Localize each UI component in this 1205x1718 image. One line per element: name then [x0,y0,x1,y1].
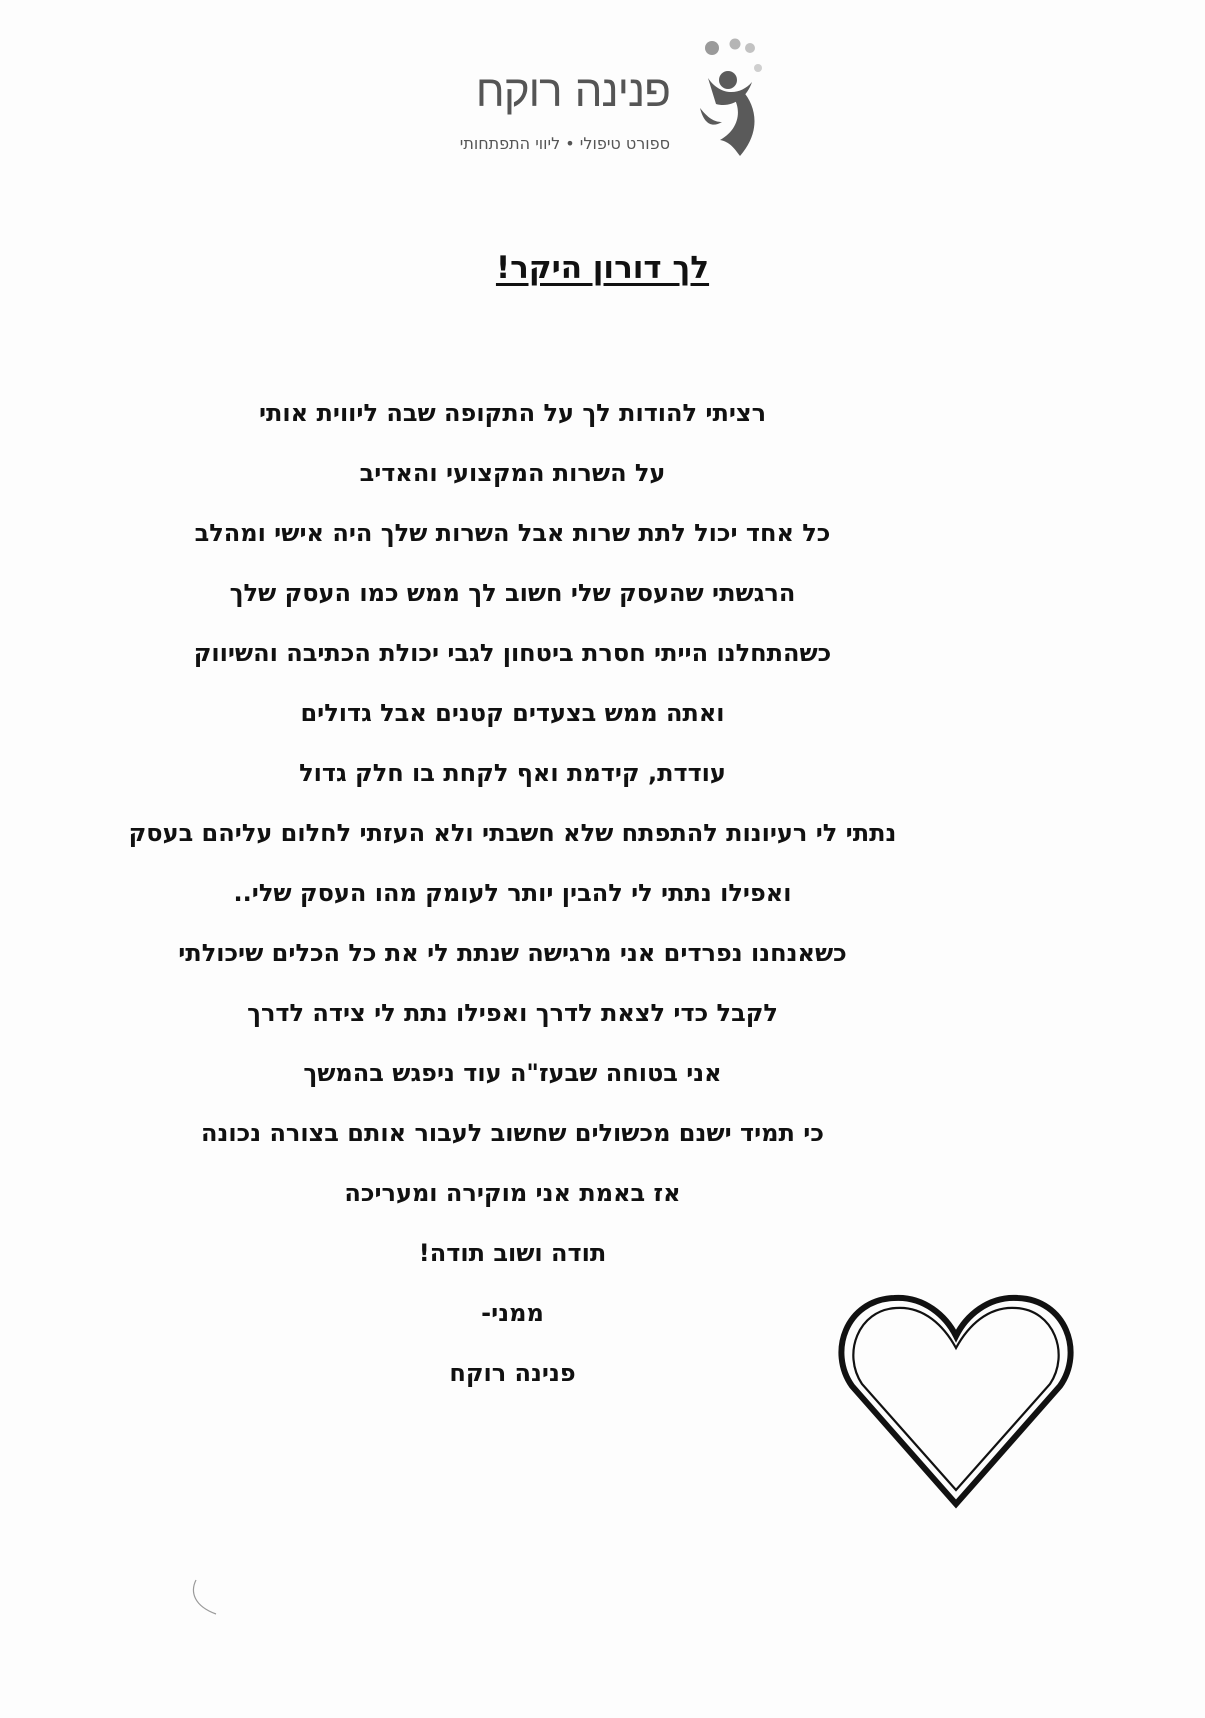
letter-line: עודדת, קידמת ואף לקחת בו חלק גדול [299,759,726,787]
letter-line: אני בטוחה שבעז"ה עוד ניפגש בהמשך [303,1059,722,1087]
letterhead-name: פנינה רוקח [475,66,670,117]
letter-line: כל אחד יכול לתת שרות אבל השרות שלך היה אישי ומהלב [194,519,831,547]
heart-icon [836,1290,1076,1510]
scan-artifact-mark [190,1578,220,1618]
letter-line: ממני- [481,1299,544,1327]
letter-line: כשהתחלנו הייתי חסרת ביטחון לגבי יכולת הכתיבה והשיווק [193,639,832,667]
letter-line: נתתי לי רעיונות להתפתח שלא חשבתי ולא העזתי לחלום עליהם בעסק [128,819,897,847]
letter-line: הרגשתי שהעסק שלי חשוב לך ממש כמו העסק שלך [229,579,796,607]
letter-line: לקבל כדי לצאת לדרך ואפילו נתת לי צידה לדרך [247,999,778,1027]
letter-title: לך דורון היקר! [495,250,710,286]
letterhead-tagline: ספורט טיפולי • ליווי התפתחותי [459,134,670,153]
letter-line: תודה ושוב תודה! [418,1239,607,1267]
letter-line: פנינה רוקח [449,1359,576,1387]
letter-line: רציתי להודות לך על התקופה שבה ליווית אותי [258,399,767,427]
letter-body [0,393,1205,1413]
letter-line: ואפילו נתתי לי להבין יותר לעומק מהו העסק שלי.. [233,879,792,907]
letter-line: ואתה ממש בצעדים קטנים אבל גדולים [300,699,725,727]
letter-line: אז באמת אני מוקירה ומעריכה [344,1179,681,1207]
letter-line: כשאנחנו נפרדים אני מרגישה שנתת לי את כל הכלים שיכולתי [178,939,847,967]
dancing-figure-logo-icon [690,38,780,163]
letterhead-logo [459,38,770,168]
letter-line: כי תמיד ישנם מכשולים שחשוב לעבור אותם בצורה נכונה [201,1119,824,1147]
letter-line: על השרות המקצועי והאדיב [359,459,666,487]
